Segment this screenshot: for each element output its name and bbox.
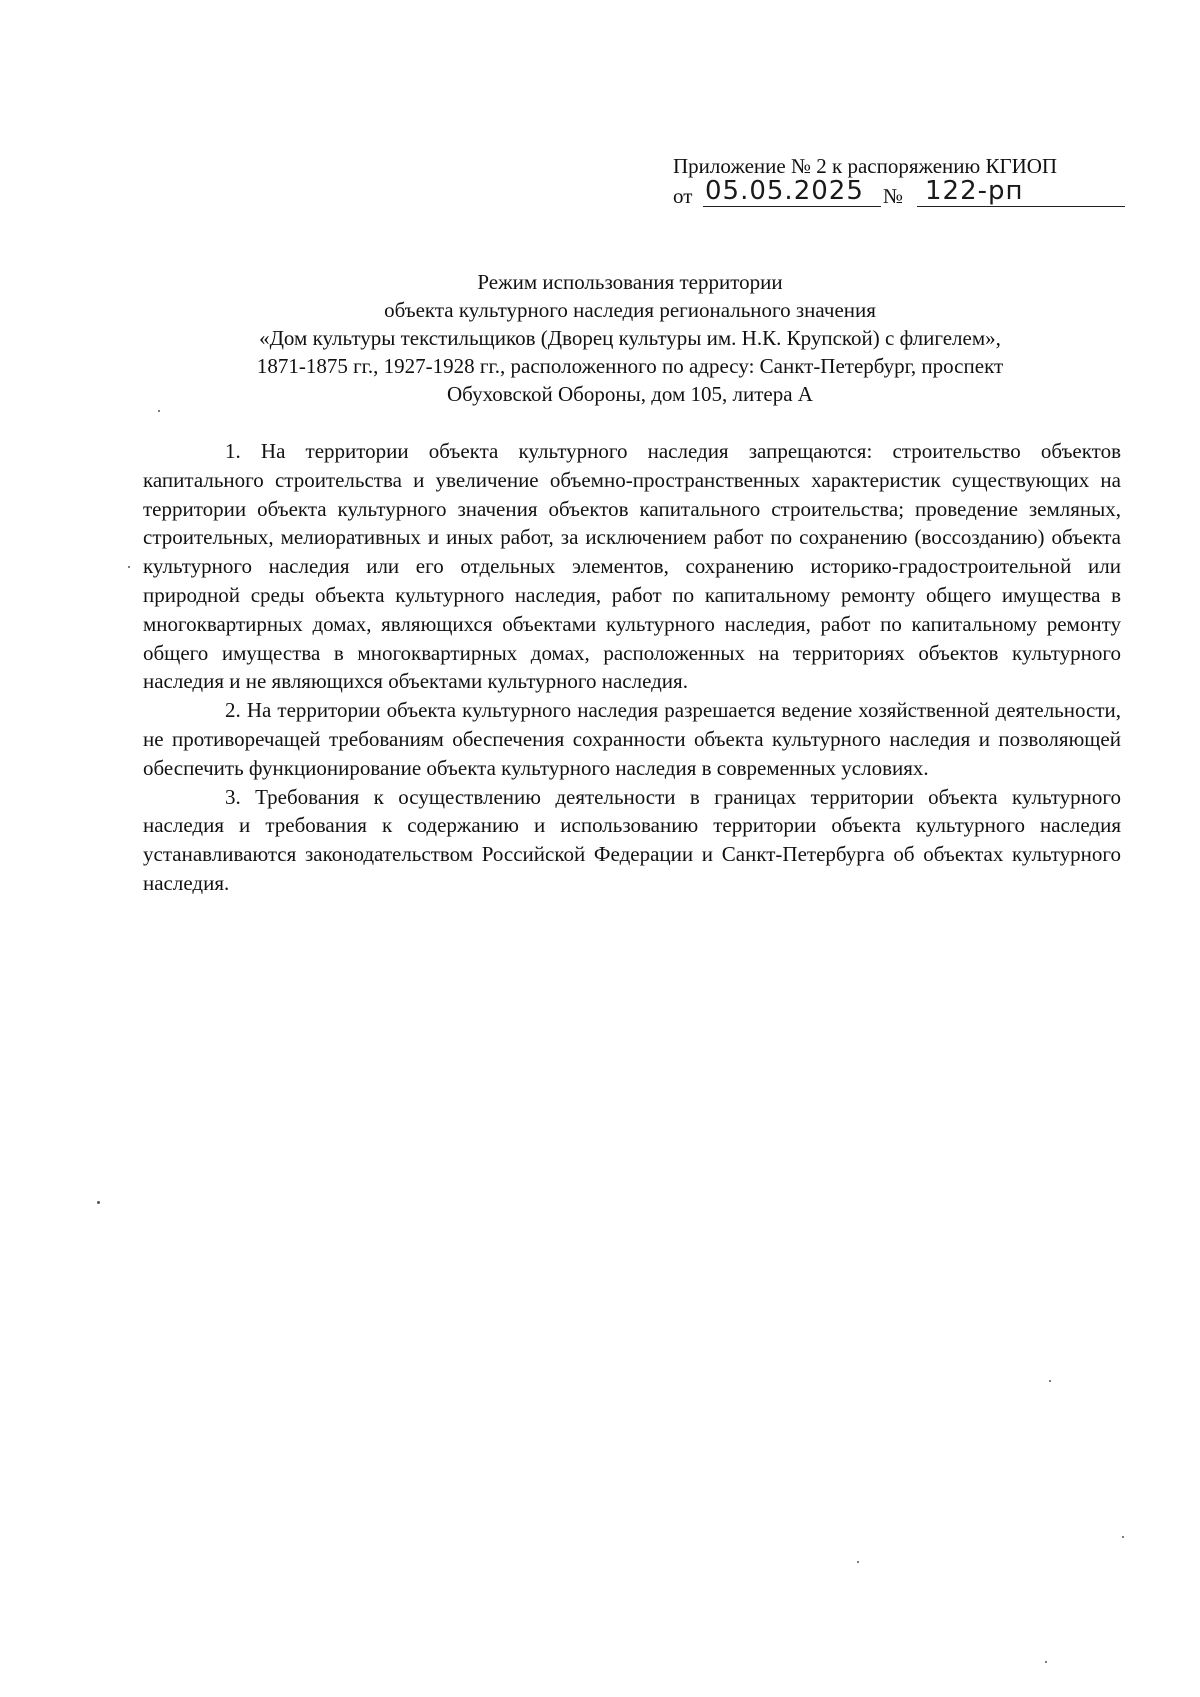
scan-speck <box>1049 1380 1051 1382</box>
title-line-5: Обуховской Обороны, дом 105, литера А <box>447 382 813 406</box>
title-line-1: Режим использования территории <box>477 270 783 294</box>
number-sign: № <box>883 184 904 208</box>
scan-speck <box>97 1201 100 1204</box>
scan-speck <box>158 410 160 412</box>
title-line-4: 1871-1875 гг., 1927-1928 гг., расположенного по адресу: Санкт-Петербург, проспект <box>256 354 1004 378</box>
date-prefix: от <box>673 184 693 208</box>
document-title <box>140 268 1120 408</box>
scan-speck <box>1122 1536 1124 1538</box>
paragraph-2: 2. На территории объекта культурного наследия разрешается ведение хозяйственной деятельности, не противоречащей требованиям обеспечения сохранности объекта культурного наследия и позволяющей обеспечить функционирование объекта культурного наследия в современных условиях. <box>143 698 1121 780</box>
document-body <box>143 437 1121 898</box>
scan-speck <box>857 1561 859 1563</box>
appendix-date-number-line <box>673 176 1133 214</box>
appendix-title: Приложение № 2 к распоряжению КГИОП <box>673 154 1058 178</box>
handwritten-number: 122-рп <box>917 176 1125 207</box>
scan-speck <box>128 566 130 568</box>
scan-speck <box>1045 1661 1047 1663</box>
appendix-header <box>673 152 1133 214</box>
title-line-2: объекта культурного наследия регионального значения <box>384 298 876 322</box>
handwritten-date: 05.05.2025 <box>703 176 881 207</box>
title-line-3: «Дом культуры текстильщиков (Дворец культуры им. Н.К. Крупской) с флигелем», <box>259 326 1001 350</box>
paragraph-1: 1. На территории объекта культурного наследия запрещаются: строительство объектов капитального строительства и увеличение объемно-пространственных характеристик существующих на территории объекта культурного значения объектов капитального строительства; проведение земляных, строительных, мелиоративных и иных работ, за исключением работ по сохранению (воссозданию) объекта культурного наследия или его отдельных элементов, сохранению историко-градостроительной или природной среды объекта культурного наследия, работ по капитальному ремонту общего имущества в многоквартирных домах, являющихся объектами культурного наследия, работ по капитальному ремонту общего имущества в многоквартирных домах, расположенных на территориях объектов культурного наследия и не являющихся объектами культурного наследия. <box>143 439 1121 694</box>
paragraph-3: 3. Требования к осуществлению деятельности в границах территории объекта культурного наследия и требования к содержанию и использованию территории объекта культурного наследия устанавливаются законодательством Российской Федерации и Санкт-Петербурга об объектах культурного наследия. <box>143 784 1121 895</box>
